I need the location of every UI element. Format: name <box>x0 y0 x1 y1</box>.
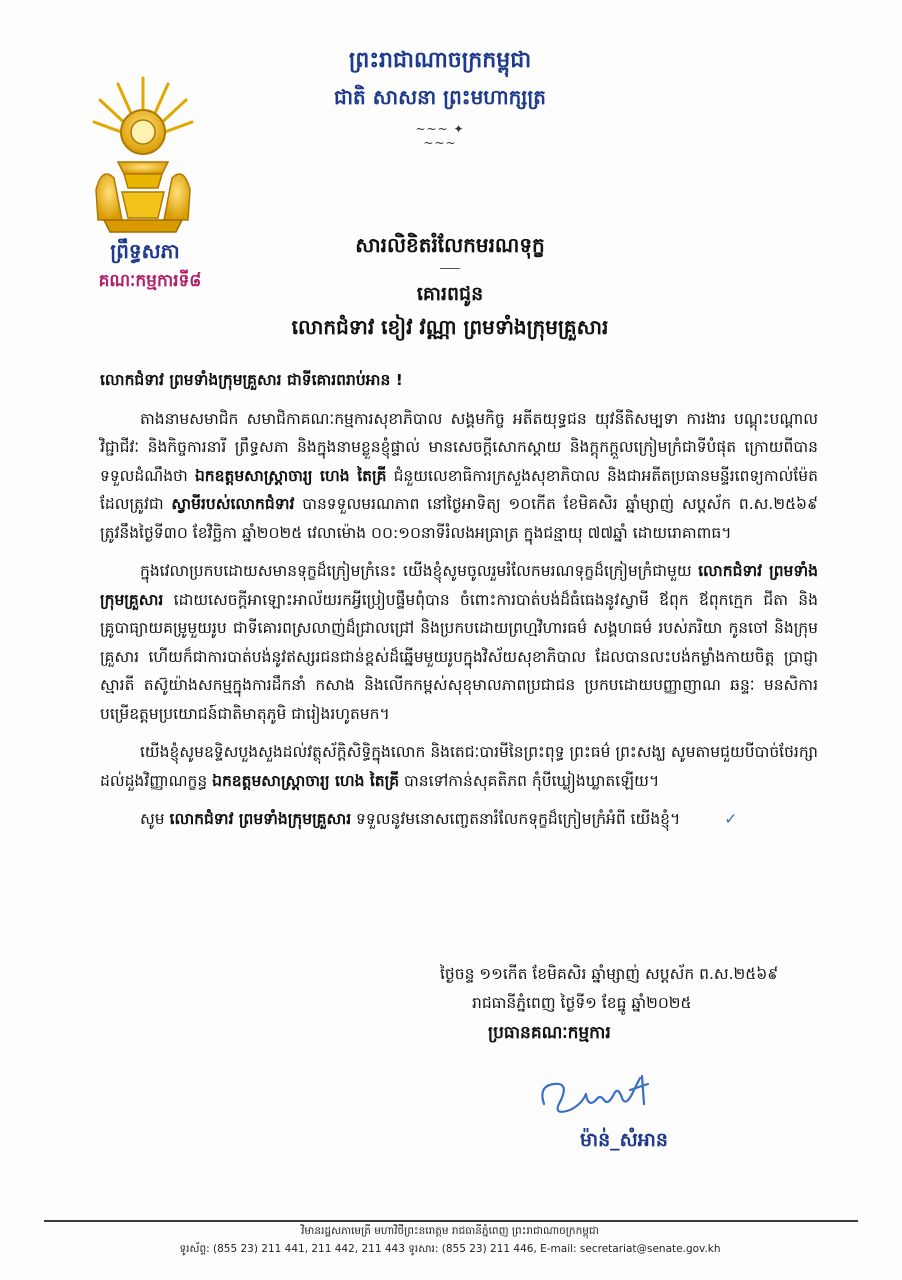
p3-deceased-name: ឯកឧត្តមសាស្ត្រាចារ្យ ហេង តៃគ្រី <box>212 771 400 790</box>
salutation: លោកជំទាវ ព្រមទាំងក្រុមគ្រួសារ ជាទីគោរពរាប់អាន ! <box>100 371 403 389</box>
p3-text-b: បានទៅកាន់សុគតិភព កុំបីឃ្លៀងឃ្លាតឡើយ។ <box>399 771 660 790</box>
spouse-relation: ស្វាមីរបស់លោកជំទាវ <box>171 495 295 513</box>
kingdom-heading: ព្រះរាជាណាចក្រកម្ពុជា <box>348 48 532 73</box>
recipient-name: លោកជំទាវ ខៀវ វណ្ណា ព្រមទាំងក្រុមគ្រួសារ <box>291 315 609 339</box>
footer-address: វិមានរដ្ឋសភាមេត្រី មហាវិថីព្រះនរោត្តម រាជធានីភ្នំពេញ ព្រះរាជាណាចក្រកម្ពុជា <box>301 1225 599 1237</box>
letter-title: សារលិខិតរំលែកមរណទុក្ខ <box>355 233 545 257</box>
p2-text-b: ដោយសេចក្តីអាឡោះអាល័យរកអ្វីប្រៀបផ្ទឹមពុំបាន ចំពោះការបាត់បង់ដ៏ធំធេងនូវស្វាមី ឪពុក ឪពុកក្មេក ជីតា និងគ្រូបាធ្យាយគម្រូមួយរូប ជាទីគោរពស្រលាញ់ដ៏ជ្រាលជ្រៅ និងប្រកបដោយព្រហ្មវិហារធម៌ សង្គហធម៌ របស់ភរិយា កូនចៅ និងក្រុមគ្រួសារ ហើយក៏ជាការបាត់បង់នូវឥស្សរជនជាន់ខ្ពស់ដ៏ឆ្នើមមួយរូបក្នុងវិស័យសុខាភិបាល ដែលបានលះបង់កម្លាំងកាយចិត្ត ប្រាជ្ញាស្មារតី តស៊ូយ៉ាងសកម្មក្នុងការដឹកនាំ កសាង និងលើកកម្ពស់សុខុមាលភាពប្រជាជន ប្រកបដោយបញ្ញាញាណ ឆន្ទៈ មនសិការ បម្រើឧត្តមប្រយោជន៍ជាតិមាតុភូមិ ជារៀងរហូតមក។ <box>100 590 818 723</box>
footer-divider <box>44 1220 858 1222</box>
paragraph-3 <box>100 738 818 795</box>
signer-name: ម៉ាន់_សំអាន <box>580 1129 668 1151</box>
solar-date: រាជធានីភ្នំពេញ ថ្ងៃទី១ ខែធ្នូ ឆ្នាំ២០២៥ <box>472 994 692 1012</box>
senate-emblem-icon <box>88 70 198 240</box>
lunar-date: ថ្ងៃចន្ទ ១១កើត ខែមិគសិរ ឆ្នាំម្សាញ់ សប្តស័ក ព.ស.២៥៦៩ <box>440 965 779 983</box>
committee-name: គណៈកម្មការទី៨ <box>98 271 202 291</box>
title-divider <box>440 268 460 269</box>
p2-text-a: ក្នុងវេលាប្រកបដោយសមានទុក្ខដ៏ក្រៀមក្រំនេះ យើងខ្ញុំសូមចូលរួមរំលែកមរណទុក្ខដ៏ក្រៀមក្រំជាមួយ <box>140 562 699 580</box>
senate-name: ព្រឹទ្ធសភា <box>110 239 180 263</box>
paragraph-2 <box>100 557 818 728</box>
paragraph-4 <box>100 805 818 834</box>
handwritten-signature-icon <box>530 1064 670 1124</box>
p4-text-b: ទទួលនូវមនោសញ្ចេតនារំលែកទុក្ខដ៏ក្រៀមក្រំអំពី យើងខ្ញុំ។ <box>351 810 681 828</box>
p3-text-a: យើងខ្ញុំសូមឧទ្ទិសបួងសួងដល់វត្ថុស័ក្តិសិទ្ធិក្នុងលោក និងតេជៈបារមីនៃព្រះពុទ្ធ ព្រះធម៌ ព្រះសង្ឃ សូមតាមជួយបីបាច់ថែរក្សាដល់ដួងវិញ្ញាណក្ខន្ធ <box>100 743 818 790</box>
p1-text-b: ជំនួយលេខាធិការក្រសួងសុខាភិបាល និងជាអតីតប្រធានមន្ទីរពេទ្យកាល់ម៉ែត ដែលត្រូវជា <box>100 466 818 513</box>
addressing-line: គោរពជូន <box>416 283 484 305</box>
ornament-divider: ~~~ ✦ ~~~ <box>415 122 465 150</box>
checkmark-icon: ✓ <box>724 810 738 828</box>
date-block <box>420 960 820 1018</box>
signer-title: ប្រធានគណៈកម្មការ <box>488 1023 611 1043</box>
national-motto: ជាតិ សាសនា ព្រះមហាក្សត្រ <box>334 85 546 109</box>
footer-contact: ទូរស័ព្ទ: (855 23) 211 441, 211 442, 211 443 ទូរសារ: (855 23) 211 446, E-mail: secretariat@senate.gov.kh <box>179 1243 721 1255</box>
letter-body <box>100 366 818 844</box>
p4-text-a: សូម <box>140 810 170 828</box>
deceased-name: ឯកឧត្តមសាស្ត្រាចារ្យ ហេង តៃគ្រី <box>194 466 387 485</box>
p1-text-c: បានទទួលមរណភាព នៅថ្ងៃអាទិត្យ ១០កើត ខែមិគសិរ ឆ្នាំម្សាញ់ សប្តស័ក ព.ស.២៥៦៩ ត្រូវនឹងថ្ងៃទី៣០ ខែវិច្ឆិកា ឆ្នាំ២០២៥ វេលាម៉ោង ០០:១០នាទីរំលងអធ្រាត្រ ក្នុងជន្មាយុ ៧៧ឆ្នាំ ដោយរោគាពាធ។ <box>100 495 818 542</box>
p4-recipient: លោកជំទាវ ព្រមទាំងក្រុមគ្រួសារ <box>169 810 352 828</box>
p1-text-a: តាងនាមសមាជិក សមាជិកាគណៈកម្មការសុខាភិបាល សង្គមកិច្ច អតីតយុទ្ធជន យុវនីតិសម្បទា ការងារ បណ្តុះបណ្តាលវិជ្ជាជីវៈ និងកិច្ចការនារី ព្រឹទ្ធសភា និងក្នុងនាមខ្លួនខ្ញុំផ្ទាល់ មានសេចក្តីសោកស្តាយ និងក្តុកក្តួលក្រៀមក្រំជាទីបំផុត ក្រោយពីបានទទួលដំណឹងថា <box>100 409 818 485</box>
paragraph-1 <box>100 405 818 548</box>
p2-recipient: លោកជំទាវ ព្រមទាំងក្រុមគ្រួសារ <box>100 562 818 609</box>
